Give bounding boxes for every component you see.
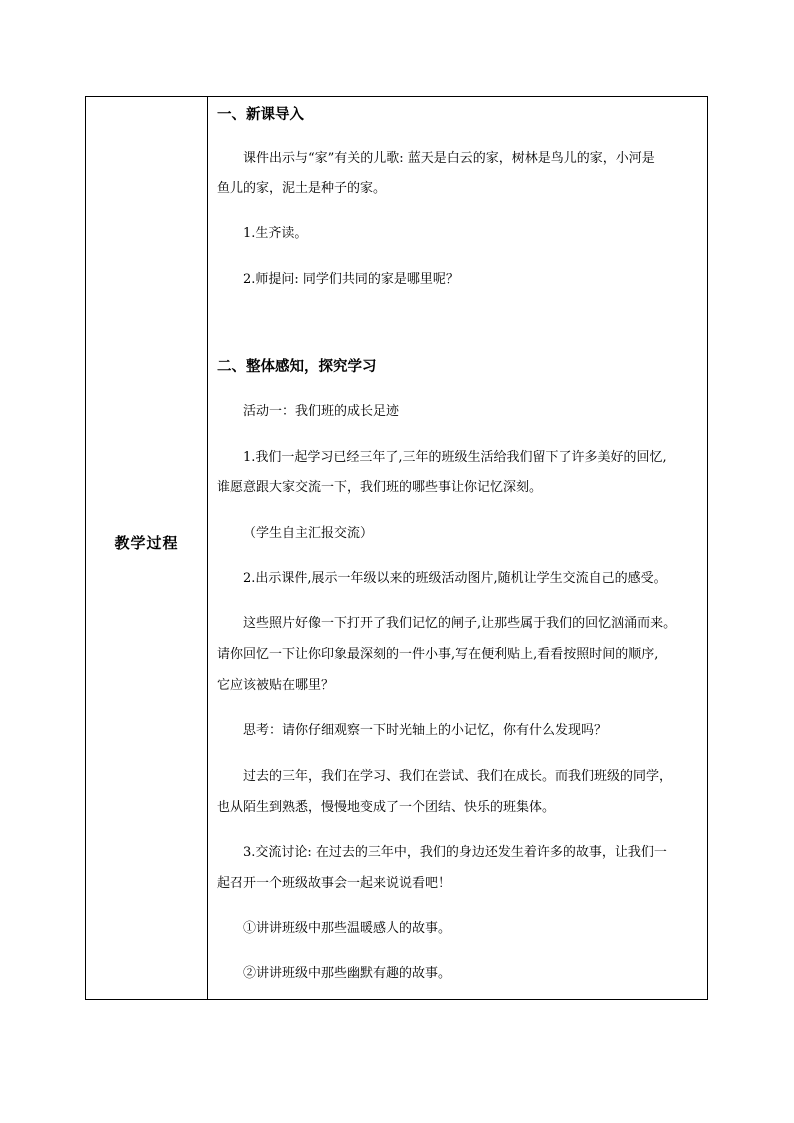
list-item: ①讲讲班级中那些温暖感人的故事。 bbox=[243, 921, 452, 936]
paragraph-line: 请你回忆一下让你印象最深刻的一件小事,写在便利贴上,看看按照时间的顺序, bbox=[217, 647, 659, 662]
paragraph-line: 过去的三年，我们在学习、我们在尝试、我们在成长。而我们班级的同学， bbox=[243, 769, 673, 784]
paragraph-line: 1.我们一起学习已经三年了,三年的班级生活给我们留下了许多美好的回忆, bbox=[243, 450, 667, 465]
paragraph-line: 2.出示课件,展示一年级以来的班级活动图片,随机让学生交流自己的感受。 bbox=[243, 571, 667, 586]
paragraph-line: 起召开一个班级故事会一起来说说看吧！ bbox=[217, 876, 452, 891]
paragraph-line: 鱼儿的家，泥土是种子的家。 bbox=[217, 181, 387, 196]
paragraph-line: 课件出示与“家”有关的儿歌: 蓝天是白云的家，树林是鸟儿的家，小河是 bbox=[243, 151, 655, 166]
paragraph-line: 3.交流讨论: 在过去的三年中，我们的身边还发生着许多的故事，让我们一 bbox=[243, 845, 667, 860]
content-cell bbox=[208, 97, 707, 999]
section-heading-1: 一、新课导入 bbox=[217, 106, 304, 123]
paragraph-line: 思考：请你仔细观察一下时光轴上的小记忆，你有什么发现吗？ bbox=[243, 723, 608, 738]
list-item: ②讲讲班级中那些幽默有趣的故事。 bbox=[243, 966, 452, 981]
activity-title: 活动一：我们班的成长足迹 bbox=[243, 404, 400, 419]
list-item: 1.生齐读。 bbox=[243, 226, 308, 241]
paragraph-line: 谁愿意跟大家交流一下，我们班的哪些事让你记忆深刻。 bbox=[217, 480, 543, 495]
paragraph-line: 也从陌生到熟悉，慢慢地变成了一个团结、快乐的班集体。 bbox=[217, 800, 556, 815]
note-line: （学生自主汇报交流） bbox=[243, 526, 374, 541]
row-label: 教学过程 bbox=[114, 534, 179, 552]
paragraph-line: 它应该被贴在哪里？ bbox=[217, 678, 335, 693]
lesson-table bbox=[85, 96, 708, 1000]
list-item: 2.师提问: 同学们共同的家是哪里呢？ bbox=[243, 272, 459, 287]
paragraph-line: 这些照片好像一下打开了我们记忆的闸子,让那些属于我们的回忆汹涌而来。 bbox=[243, 616, 677, 631]
section-heading-2: 二、整体感知，探究学习 bbox=[217, 358, 377, 375]
